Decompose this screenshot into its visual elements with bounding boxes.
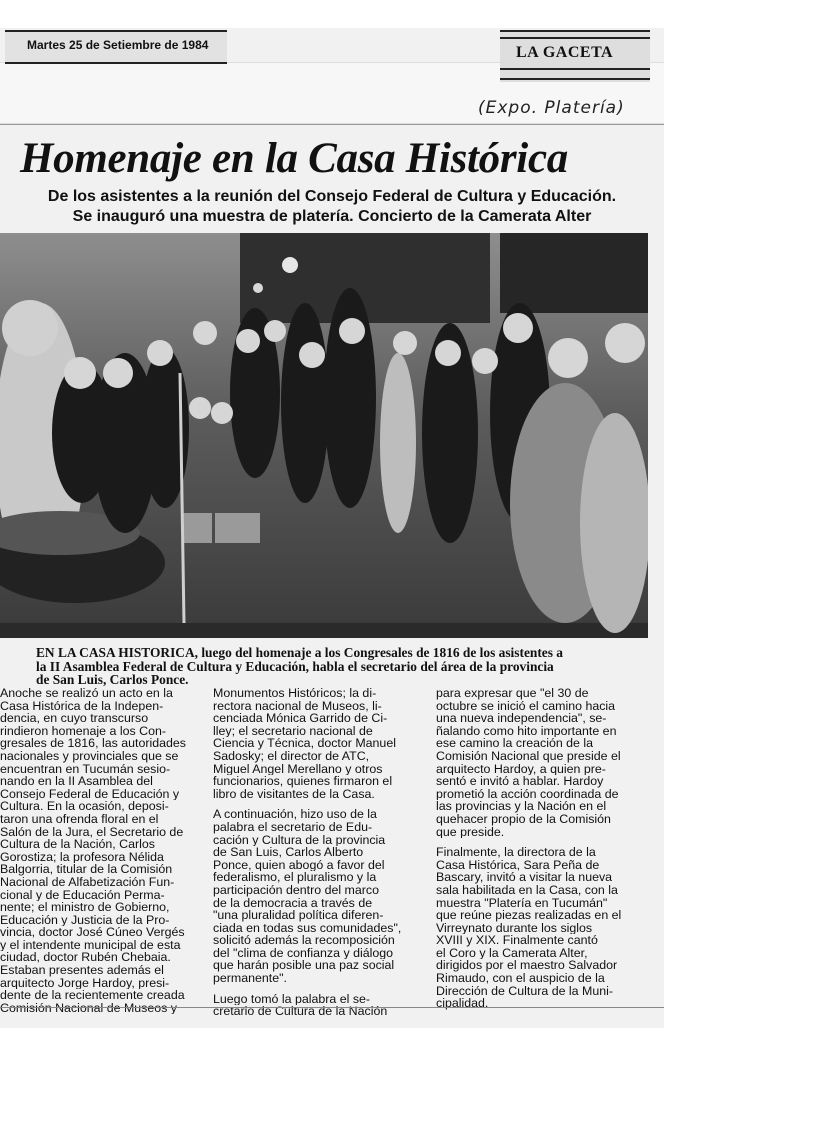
article-line: Ciencia y Técnica, doctor Manuel [213,737,396,750]
article-line: cación y Cultura de la provincia [213,833,386,847]
subhead-line: Se inauguró una muestra de platería. Concierto de la Camerata Alter [72,208,592,225]
article-line: una nueva independencia", se- [436,712,607,725]
article-line: Comisión Nacional que preside el [436,749,621,763]
article-line: para expresar que "el 30 de [436,687,589,700]
article-line: Luego tomó la palabra el se- [213,992,371,1006]
article-line: cipalidad. [436,997,489,1010]
article-line: las provincias y la Nación en el [436,800,607,813]
article-line: y el intendente municipal de esta [0,938,181,952]
photo-caption [36,646,606,687]
paragraph-gap [436,838,642,846]
article-line: Cultura de la Nación, Carlos [0,838,155,851]
article-line: que reúne piezas realizadas en el [436,909,622,922]
article-column-3 [436,687,642,1010]
newspaper-nameplate [500,30,650,82]
article-line: vincia, doctor José Cúneo Vergés [0,926,185,939]
article-line: Casa Histórica de la Indepen- [0,699,164,713]
article-line: lley; el secretario nacional de [213,724,373,738]
article-line: Virreynato durante los siglos [436,921,593,935]
article-line: del "clima de confianza y diálogo [213,946,394,960]
handwritten-note: (Expo. Platería) [478,98,625,118]
article-line: dente de la recientemente creada [0,989,185,1002]
article-line: Bascary, invitó a visitar la nueva [436,871,613,884]
article-line: Sadosky; el director de ATC, [213,749,370,763]
paragraph-gap [213,800,410,808]
article-line: Cultura. En la ocasión, deposi- [0,800,169,813]
article-line: gresales de 1816, las autoridades [0,737,186,750]
article-line: arquitecto Jorge Hardoy, presi- [0,976,170,990]
article-photo [0,233,648,638]
article-column-2 [213,687,410,1018]
article-line: Miguel Angel Merellano y otros [213,762,383,776]
clipping-edge [0,124,664,125]
article-line: Dirección de Cultura de la Muni- [436,984,613,998]
article-line: cional y de Educación Perma- [0,888,165,902]
headline: Homenaje en la Casa Histórica [20,135,568,182]
article-line: nacionales y provinciales que se [0,749,179,763]
article-line: palabra el secretario de Edu- [213,820,373,834]
article-line: libro de visitantes de la Casa. [213,787,375,801]
article-line: dencia, en cuyo transcurso [0,712,149,725]
caption-line: EN LA CASA HISTORICA, luego del homenaje a los Congresales de 1816 de los asistentes a [36,645,563,660]
dateline [5,30,227,64]
article-line: que harán posible una paz social [213,959,395,973]
caption-line: de San Luis, Carlos Ponce. [36,672,189,688]
article-line: Nacional de Alfabetización Fun- [0,875,175,889]
article-line: de la democracia a través de [213,896,373,910]
article-line: Salón de la Jura, el Secretario de [0,825,184,839]
article-line: nando en la II Asamblea del [0,775,153,788]
article-line: Educación y Justicia de la Pro- [0,913,170,927]
article-line: "una pluralidad política diferen- [213,909,384,922]
newspaper-name: LA GACETA [516,44,614,61]
article-line: Estaban presentes además el [0,964,164,977]
article-line: prometió la acción coordinada de [436,787,619,801]
article-line: octubre se inició el camino hacia [436,699,616,713]
caption-line: la II Asamblea Federal de Cultura y Educación, habla el secretario del área de la provincia [36,658,554,674]
article-line: sala habilitada en la Casa, con la [436,883,618,897]
paragraph-gap [213,985,410,993]
article-line: nente; el ministro de Gobierno, [0,901,170,914]
article-line: solicitó además la recomposición [213,934,395,947]
article-line: dirigidos por el maestro Salvador [436,959,618,973]
article-line: ñalando como hito importante en [436,724,617,738]
article-line: permanente". [213,972,287,985]
article-line: ciada en todas sus comunidades", [213,921,402,935]
article-line: ese camino la creación de la [436,737,594,750]
article-line: Finalmente, la directora de la [436,846,596,859]
article-line: rectora nacional de Museos, li- [213,699,382,713]
article-line: Anoche se realizó un acto en la [0,687,173,700]
article-line: Ponce, quien abogó a favor del [213,858,385,872]
article-line: Rimaudo, con el auspicio de la [436,972,605,985]
article-line: Gorostiza; la profesora Nélida [0,850,164,864]
article-line: funcionarios, quienes firmaron el [213,775,393,788]
article-line: cretario de Cultura de la Nación [213,1005,388,1018]
article-line: ciudad, doctor Rubén Chebaia. [0,951,171,965]
date-text: Martes 25 de Setiembre de 1984 [27,38,209,52]
subhead-line: De los asistentes a la reunión del Consejo Federal de Cultura y Educación. [47,188,617,205]
article-line: XVIII y XIX. Finalmente cantó [436,934,598,947]
article-line: sentó e invitó a hablar. Hardoy [436,775,604,788]
article-line: que preside. [436,825,505,839]
article-line: quehacer propio de la Comisión [436,812,611,826]
article-column-1 [0,687,197,1014]
article-line: federalismo, el pluralismo y la [213,871,377,884]
article-line: Comisión Nacional de Museos y [0,1001,177,1015]
clipping-bottom-edge [0,1007,664,1026]
article-line: participación dentro del marco [213,883,379,897]
article-line: Consejo Federal de Educación y [0,787,180,801]
article-line: Casa Histórica, Sara Peña de [436,858,600,872]
article-line: arquitecto Hardoy, a quien pre- [436,762,606,776]
article-line: cenciada Mónica Garrido de Ci- [213,712,388,725]
article-line: rindieron homenaje a los Con- [0,724,166,738]
article-line: Balgorria, titular de la Comisión [0,863,173,876]
article-line: encuentran en Tucumán sesio- [0,762,171,776]
article-line: A continuación, hizo uso de la [213,808,377,821]
article-line: taron una ofrenda floral en el [0,812,159,826]
photo-illustration [0,233,648,638]
article-line: muestra "Platería en Tucumán" [436,896,608,910]
article-line: el Coro y la Camerata Alter, [436,946,588,960]
article-line: Monumentos Históricos; la di- [213,687,377,700]
article-line: de San Luis, Carlos Alberto [213,846,364,859]
